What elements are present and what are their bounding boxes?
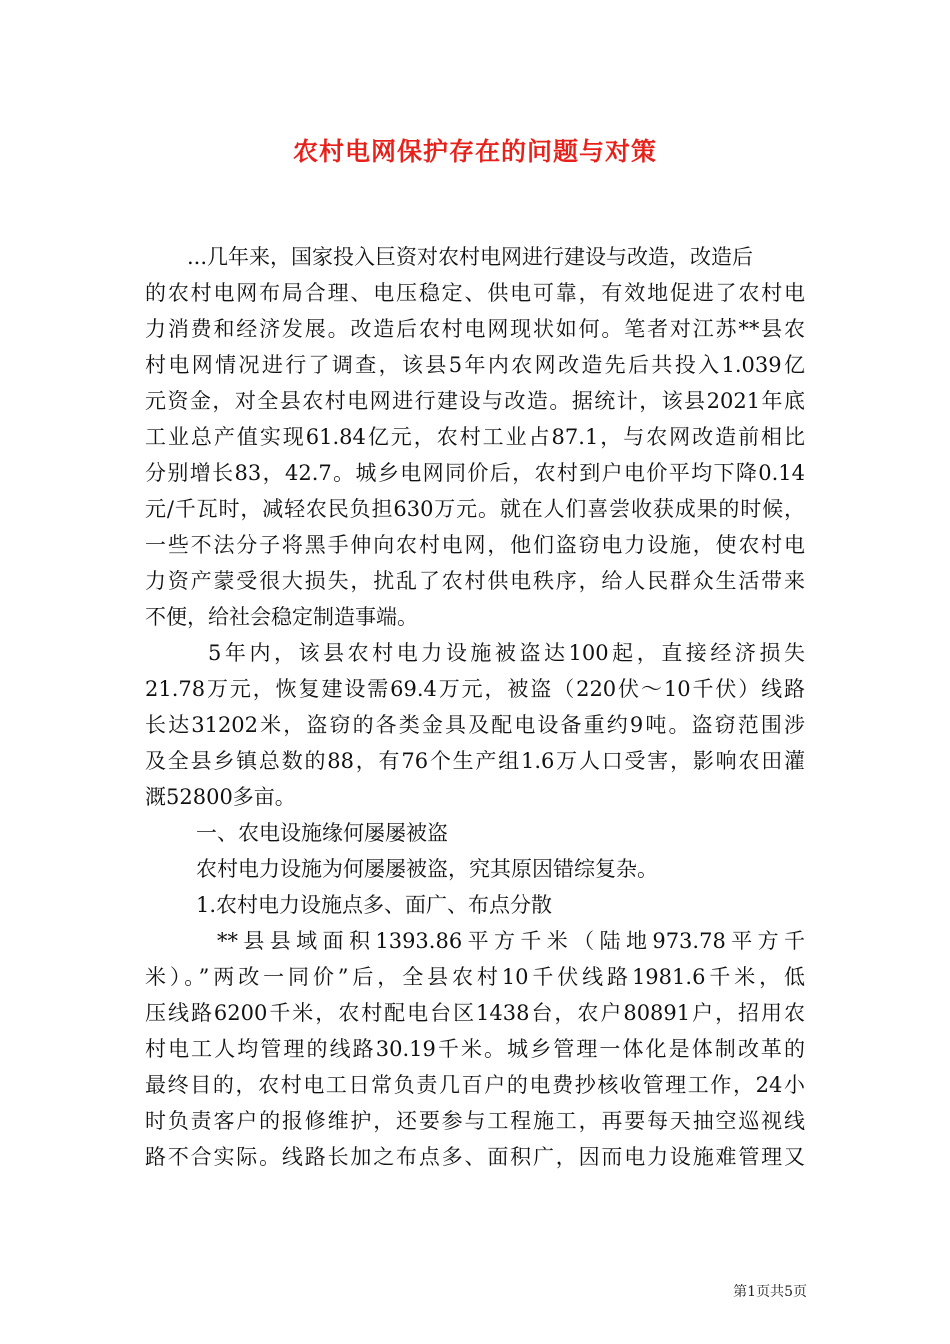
text-line: 5年内，该县农村电力设施被盗达100起，直接经济损失: [208, 641, 805, 665]
text-line: 力资产蒙受很大损失，扰乱了农村供电秩序，给人民群众生活带来: [145, 569, 805, 593]
text-line: 力消费和经济发展。改造后农村电网现状如何。笔者对江苏**县农: [145, 317, 805, 341]
text-line: 及全县乡镇总数的88，有76个生产组1.6万人口受害，影响农田灌: [145, 749, 805, 773]
text-line: 村电工人均管理的线路30.19千米。城乡管理一体化是体制改革的: [145, 1037, 805, 1061]
subsection-heading: 1.农村电力设施点多、面广、布点分散: [196, 893, 553, 917]
text-line: 时负责客户的报修维护，还要参与工程施工，再要每天抽空巡视线: [145, 1109, 805, 1133]
text-line: 农村电力设施为何屡屡被盗，究其原因错综复杂。: [196, 857, 658, 881]
text-line: 长达31202米，盗窃的各类金具及配电设备重约9吨。盗窃范围涉: [145, 713, 805, 737]
text-line: 最终目的，农村电工日常负责几百户的电费抄核收管理工作，24小: [145, 1073, 805, 1097]
text-line: 分别增长83，42.7。城乡电网同价后，农村到户电价平均下降0.14: [145, 461, 805, 485]
text-line: **县县域面积1393.86平方千米（陆地973.78平方千: [217, 929, 805, 953]
text-line: 米）。”两改一同价”后，全县农村10千伏线路1981.6千米，低: [145, 965, 805, 989]
text-line: 的农村电网布局合理、电压稳定、供电可靠，有效地促进了农村电: [145, 281, 805, 305]
text-line: 工业总产值实现61.84亿元，农村工业占87.1，与农网改造前相比: [145, 425, 805, 449]
text-line: 一些不法分子将黑手伸向农村电网，他们盗窃电力设施，使农村电: [145, 533, 805, 557]
text-line: 路不合实际。线路长加之布点多、面积广，因而电力设施难管理又: [145, 1145, 805, 1169]
text-line: 压线路6200千米，农村配电台区1438台，农户80891户，招用农: [145, 1001, 805, 1025]
text-line: 不便，给社会稳定制造事端。: [145, 605, 418, 629]
text-line: 村电网情况进行了调查，该县5年内农网改造先后共投入1.039亿: [145, 353, 805, 377]
text-line: 元资金，对全县农村电网进行建设与改造。据统计，该县2021年底: [145, 389, 805, 413]
page-indicator: 第1页共5页: [733, 1284, 807, 1300]
document-title: 农村电网保护存在的问题与对策: [292, 137, 657, 166]
text-line: ...几年来，国家投入巨资对农村电网进行建设与改造，改造后: [187, 245, 754, 269]
text-line: 溉52800多亩。: [145, 785, 296, 809]
section-heading: 一、农电设施缘何屡屡被盗: [196, 821, 448, 845]
text-line: 21.78万元，恢复建设需69.4万元，被盗（220伏～10千伏）线路: [145, 677, 805, 701]
text-line: 元/千瓦时，减轻农民负担630万元。就在人们喜尝收获成果的时候，: [145, 497, 805, 521]
